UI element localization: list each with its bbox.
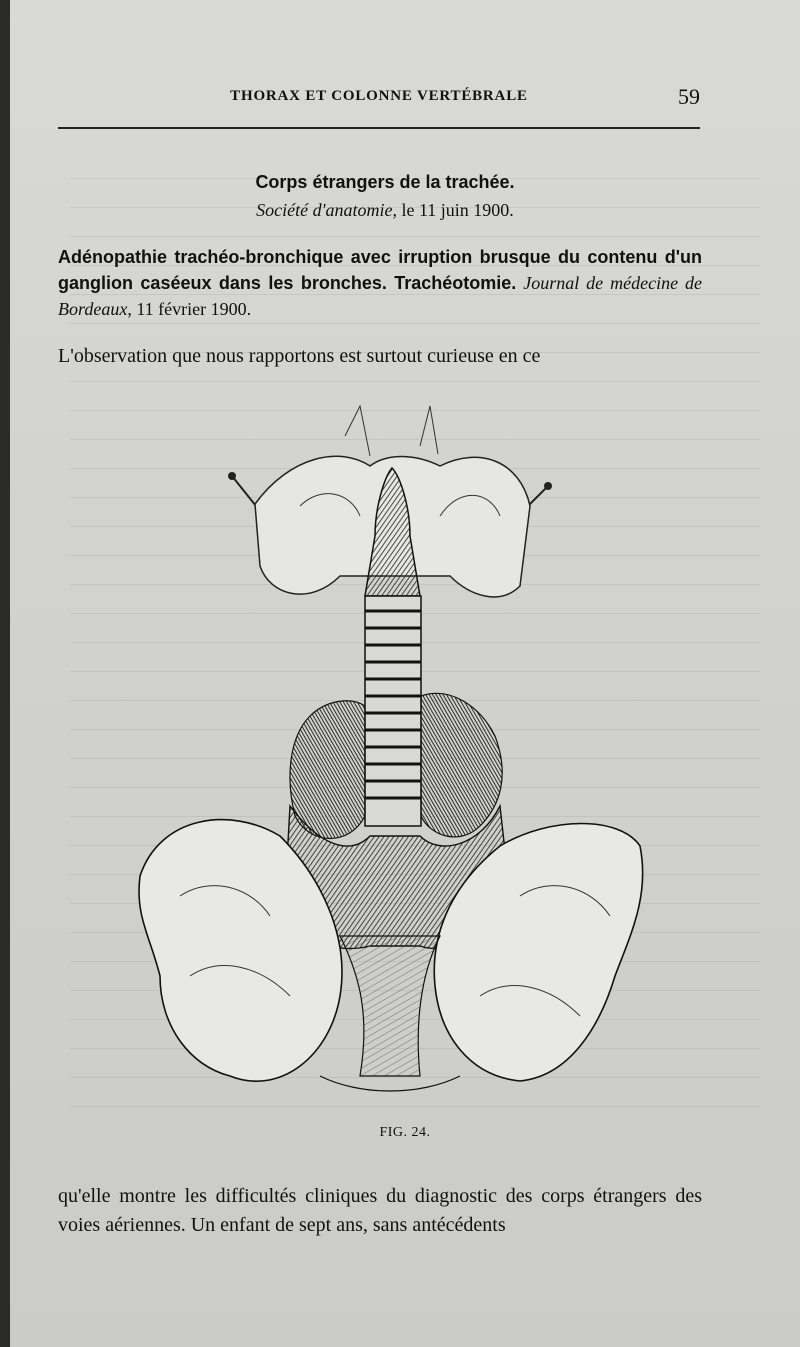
section-heading: Corps étrangers de la trachée. bbox=[255, 172, 515, 192]
anatomy-illustration bbox=[120, 376, 660, 1111]
entry-title: Adénopathie trachéo-bronchique avec irruption brusque du contenu d'un ganglion caséeux dans les bronches. Trachéotomie. bbox=[58, 247, 702, 293]
book-page bbox=[10, 0, 800, 1347]
body-continued: qu'elle montre les difficultés cliniques du diagnostic des corps étrangers des voies aériennes. Un enfant de sept ans, sans antécédents bbox=[58, 1185, 702, 1236]
body-first-line: L'observation que nous rapportons est surtout curieuse en ce bbox=[58, 345, 541, 367]
pin-left bbox=[232, 476, 256, 506]
source-date: , le 11 juin 1900. bbox=[392, 200, 514, 220]
figure-caption: FIG. 24. bbox=[379, 1125, 431, 1140]
running-title: THORAX ET COLONNE VERTÉBRALE bbox=[230, 88, 528, 104]
section-source bbox=[70, 200, 700, 221]
source-name: Société d'anatomie bbox=[256, 200, 393, 220]
journal-date: , 11 février 1900. bbox=[127, 299, 252, 319]
header-rule bbox=[58, 127, 700, 129]
running-header bbox=[58, 84, 700, 114]
journal-name: Journal de médecine de Bordeaux bbox=[58, 273, 702, 319]
bibliography-entry bbox=[58, 244, 702, 322]
page-number: 59 bbox=[678, 84, 700, 109]
